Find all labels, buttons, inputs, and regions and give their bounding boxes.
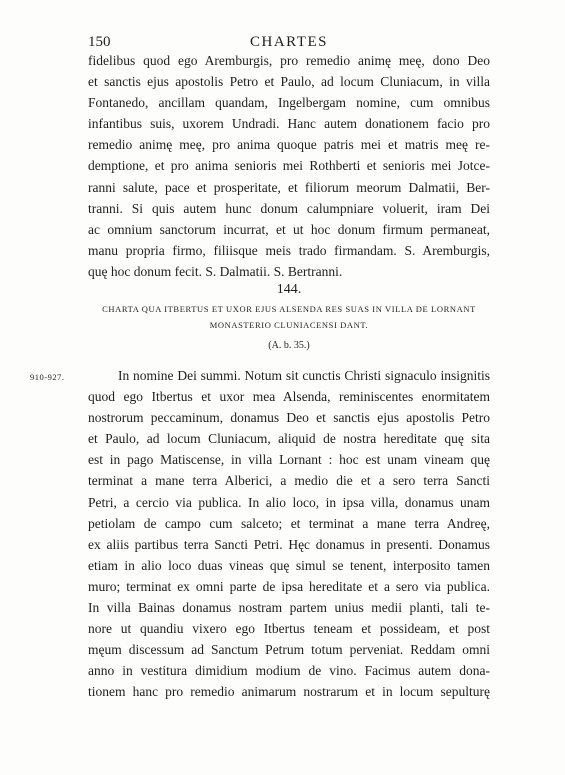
- running-title: CHARTES: [250, 34, 328, 50]
- text-line: Petri, a cercio via publica. In alio loco, in ipsa villa, donamus unam: [88, 494, 490, 510]
- text-line: fidelibus quod ego Aremburgis, pro remedio animę meę, dono Deo: [88, 53, 490, 68]
- text-line: tranni. Si quis autem hunc donum calumpniare voluerit, iram Dei: [88, 200, 490, 216]
- text-line: et sanctis ejus apostolis Petro et Paulo, ad locum Cluniacum, in villa: [88, 74, 490, 90]
- text-line: et Paulo, ad locum Cluniacum, aliquid de nostra hereditate quę sita: [88, 431, 490, 447]
- text-line: In villa Bainas donamus nostram partem unius medii planti, tali te-: [88, 600, 490, 616]
- text-line: ac omnium sanctorum incurrat, et ut hoc donum firmum permaneat,: [88, 221, 490, 237]
- previous-charter-text: [88, 50, 490, 282]
- margin-date: 910-927.: [30, 372, 65, 382]
- text-line: terminat a mane terra Alberici, a medio die et a sero terra Sancti: [88, 473, 490, 489]
- text-line: quę hoc donum fecit. S. Dalmatii. S. Bertranni.: [88, 263, 343, 279]
- text-line: nostrorum peccaminum, donamus Deo et sanctis ejus apostolis Petro: [88, 410, 490, 426]
- text-line: est in pago Matiscense, in villa Lornant : hoc est unam vineam quę: [88, 452, 490, 468]
- text-line: In nomine Dei summi. Notum sit cunctis Christi signaculo insignitis: [118, 368, 490, 383]
- text-line: anno in vestitura dimidium modium de vino. Facimus autem dona-: [88, 663, 490, 679]
- charter-title-line-1: CHARTA QUA ITBERTUS ET UXOR EJUS ALSENDA RES SUAS IN VILLA DE LORNANT: [102, 304, 476, 314]
- text-line: quod ego Itbertus et uxor mea Alsenda, reminiscentes enormitatem: [88, 389, 490, 405]
- charter-title-line-2: MONASTERIO CLUNIACENSI DANT.: [209, 320, 369, 330]
- text-line: manu propria firmo, filiisque meis trado firmandam. S. Aremburgis,: [88, 242, 490, 258]
- charter-reference: (A. b. 35.): [268, 340, 310, 351]
- charter-number: 144.: [276, 282, 302, 297]
- text-line: infantibus suis, uxorem Undradi. Hanc autem donationem facio pro: [88, 116, 490, 132]
- text-line: męum discessum ad Sanctum Petrum totum perveniat. Reddam omni: [88, 642, 490, 658]
- text-line: muro; terminat ex omni parte de ipsa hereditate et a sero via publica.: [88, 578, 490, 594]
- text-line: remedio animę meę, pro anima quoque patris mei et matris meę re-: [88, 137, 490, 153]
- text-line: etiam in alio loco duas vineas quę simul se tenent, interposito tamen: [88, 557, 490, 573]
- text-line: ranni salute, pace et prosperitate, et filiorum meorum Dalmatii, Ber-: [88, 179, 490, 195]
- text-line: Fontanedo, ancillam quandam, Ingelbergam nomine, cum omnibus: [88, 95, 490, 111]
- text-line: nore ut quandiu vixero ego Itbertus teneam et possideam, et post: [88, 621, 490, 637]
- text-line: petiolam de campo cum salceto; et terminat a mane terra Andreę,: [88, 515, 490, 531]
- charter-text: [88, 365, 490, 703]
- text-line: ex aliis partibus terra Sancti Petri. Hęc donamus in presenti. Donamus: [88, 536, 490, 552]
- page-number: 150: [88, 34, 111, 50]
- text-line: tionem hanc pro remedio animarum nostrarum et in locum sepulturę: [88, 684, 490, 700]
- text-line: demptione, et pro anima senioris mei Rothberti et senioris mei Jotce-: [88, 158, 490, 174]
